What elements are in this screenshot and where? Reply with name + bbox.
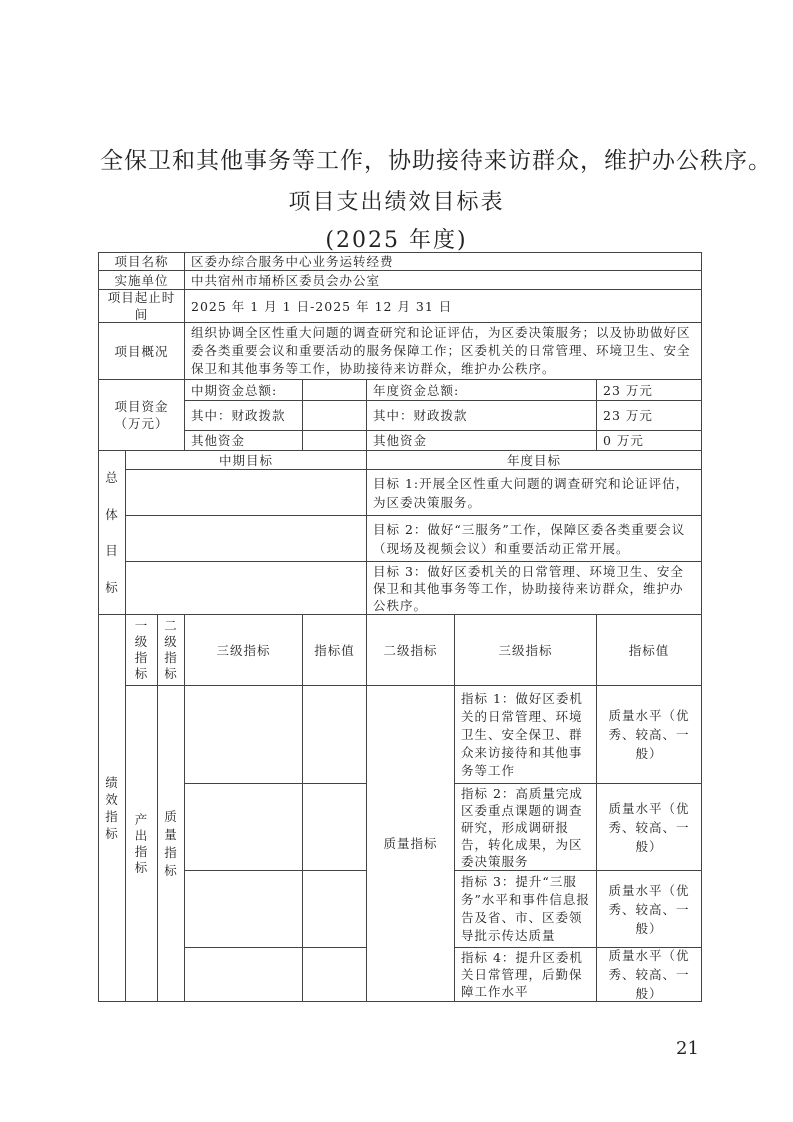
annual-goal-header: 年度目标 <box>366 450 702 470</box>
level2-value: 质量指标 <box>157 685 185 1002</box>
level3-indicator: 指标 3：提升“三服务”水平和事件信息报告及省、市、区委领导批示传达质量 <box>454 870 597 948</box>
indicator-value: 质量水平（优秀、较高、一般） <box>596 685 702 784</box>
goals-label-char: 标 <box>105 580 119 596</box>
mid-goal-header: 中期目标 <box>125 450 367 470</box>
goals-label <box>98 450 126 615</box>
fund-annual-label: 其中：财政拨款 <box>366 400 597 431</box>
goals-label-char: 体 <box>105 506 119 522</box>
project-name-value: 区委办综合服务中心业务运转经费 <box>184 252 702 271</box>
mid-level3-cell <box>184 685 303 784</box>
mid-value-cell <box>302 685 367 784</box>
mid-level3-cell <box>184 783 303 871</box>
period-label: 项目起止时间 <box>98 289 185 323</box>
mid-level3-cell <box>184 947 303 1002</box>
level3-header: 三级指标 <box>184 614 303 686</box>
project-name-label: 项目名称 <box>98 252 185 271</box>
fund-mid-label: 其他资金 <box>184 430 303 451</box>
unit-label: 实施单位 <box>98 270 185 290</box>
mid-value-cell <box>302 870 367 948</box>
mid-level3-cell <box>184 870 303 948</box>
level3-annual-header: 三级指标 <box>454 614 597 686</box>
indicator-value: 质量水平（优秀、较高、一般） <box>596 947 702 1002</box>
funds-label: 项目资金（万元） <box>98 379 185 451</box>
mid-goal-cell <box>125 561 367 615</box>
fund-annual-value: 23 万元 <box>596 379 702 401</box>
overview-value: 组织协调全区性重大问题的调查研究和论证评估，为区委决策服务；以及协助做好区委各类重要会议和重要活动的服务保障工作；区委机关的日常管理、环境卫生、安全保卫和其他事务等工作，协助接待来访群众，维护办公秩序。 <box>184 322 702 380</box>
level3-indicator: 指标 1：做好区委机关的日常管理、环境卫生、安全保卫、群众来访接待和其他事务等工作 <box>454 685 597 784</box>
carryover-paragraph: 全保卫和其他事务等工作，协助接待来访群众，维护办公秩序。 <box>100 148 772 174</box>
unit-value: 中共宿州市埇桥区委员会办公室 <box>184 270 702 290</box>
goals-label-char: 总 <box>105 469 119 485</box>
level2-header: 二级指标 <box>157 614 185 686</box>
fund-mid-label: 中期资金总额: <box>184 379 303 401</box>
page-number: 21 <box>676 1038 699 1059</box>
page-subtitle: (2025 年度) <box>325 228 468 253</box>
indicator-value: 质量水平（优秀、较高、一般） <box>596 870 702 948</box>
level1-value: 产出指标 <box>125 685 158 1002</box>
mid-goal-cell <box>125 515 367 562</box>
mid-value-cell <box>302 783 367 871</box>
fund-mid-value <box>302 430 367 451</box>
annual-goal-cell: 目标 3：做好区委机关的日常管理、环境卫生、安全保卫和其他事务等工作，协助接待来访群众，维护办公秩序。 <box>366 561 702 615</box>
level3-indicator: 指标 2：高质量完成区委重点课题的调查研究，形成调研报告，转化成果，为区委决策服务 <box>454 783 597 871</box>
fund-annual-label: 年度资金总额: <box>366 379 597 401</box>
mid-goal-cell <box>125 469 367 516</box>
level3-indicator: 指标 4：提升区委机关日常管理，后勤保障工作水平 <box>454 947 597 1002</box>
overview-label: 项目概况 <box>98 322 185 380</box>
fund-mid-value <box>302 400 367 431</box>
indicator-value: 质量水平（优秀、较高、一般） <box>596 783 702 871</box>
level2-annual-header: 二级指标 <box>366 614 455 686</box>
annual-goal-cell: 目标 2：做好“三服务”工作，保障区委各类重要会议（现场及视频会议）和重要活动正常开展。 <box>366 515 702 562</box>
annual-goal-cell: 目标 1:开展全区性重大问题的调查研究和论证评估，为区委决策服务。 <box>366 469 702 516</box>
indicators-label: 绩效指标 <box>98 614 126 1002</box>
goals-label-char: 目 <box>105 543 119 559</box>
fund-annual-value: 0 万元 <box>596 430 702 451</box>
mid-value-cell <box>302 947 367 1002</box>
level2-annual-value: 质量指标 <box>366 685 455 1002</box>
fund-mid-label: 其中：财政拨款 <box>184 400 303 431</box>
period-value: 2025 年 1 月 1 日-2025 年 12 月 31 日 <box>184 289 702 323</box>
fund-annual-value: 23 万元 <box>596 400 702 431</box>
level1-header: 一级指标 <box>125 614 158 686</box>
value-annual-header: 指标值 <box>596 614 702 686</box>
fund-annual-label: 其他资金 <box>366 430 597 451</box>
value-header: 指标值 <box>302 614 367 686</box>
page-title: 项目支出绩效目标表 <box>288 190 505 215</box>
fund-mid-value <box>302 379 367 401</box>
